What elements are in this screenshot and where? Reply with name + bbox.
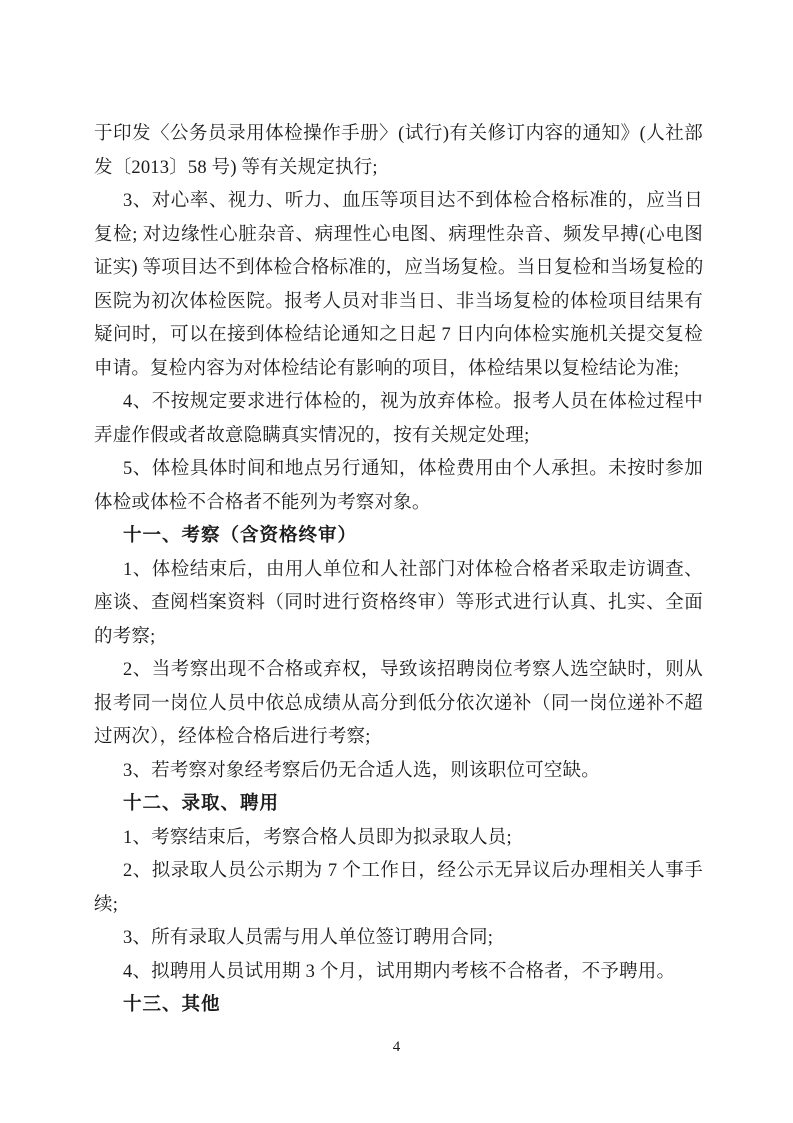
- text-line: 发〔2013〕58 号) 等有关规定执行;: [94, 157, 378, 178]
- text-line: 弄虚作假或者故意隐瞒真实情况的，按有关规定处理;: [94, 425, 530, 446]
- text-line: 2、当考察出现不合格或弃权，导致该招聘岗位考察人选空缺时，则从: [123, 660, 703, 680]
- section-heading: 十一、考察（含资格终审）: [123, 526, 358, 546]
- text-line: 4、拟聘用人员试用期 3 个月，试用期内考核不合格者，不予聘用。: [123, 961, 676, 982]
- text-line: 申请。复检内容为对体检结论有影响的项目，体检结果以复检结论为准;: [94, 358, 680, 379]
- text-line: 报考同一岗位人员中依总成绩从高分到低分依次递补（同一岗位递补不超: [94, 693, 703, 714]
- text-line: 证实) 等项目达不到体检合格标准的，应当场复检。当日复检和当场复检的: [94, 258, 704, 278]
- text-line: 3、对心率、视力、听力、血压等项目达不到体检合格标准的，应当日: [123, 191, 703, 211]
- text-line: 2、拟录取人员公示期为 7 个工作日，经公示无异议后办理相关人事手: [123, 861, 703, 881]
- text-line: 3、所有录取人员需与用人单位签订聘用合同;: [123, 928, 494, 948]
- text-line: 医院为初次体检医院。报考人员对非当日、非当场复检的体检项目结果有: [94, 291, 703, 312]
- section-heading: 十三、其他: [123, 995, 221, 1015]
- text-line: 疑问时，可以在接到体检结论通知之日起 7 日内向体检实施机关提交复检: [94, 325, 703, 345]
- text-line: 3、若考察对象经考察后仍无合适人选，则该职位可空缺。: [123, 760, 600, 781]
- text-line: 于印发〈公务员录用体检操作手册〉(试行)有关修订内容的通知》(人社部: [94, 124, 703, 144]
- text-line: 续;: [94, 894, 119, 915]
- text-line: 4、不按规定要求进行体检的，视为放弃体检。报考人员在体检过程中: [123, 392, 703, 412]
- text-line: 复检; 对边缘性心脏杂音、病理性心电图、病理性杂音、频发早搏(心电图: [94, 224, 703, 245]
- text-line: 过两次），经体检合格后进行考察;: [94, 727, 371, 747]
- section-heading: 十二、录取、聘用: [123, 794, 280, 814]
- page-number: 4: [392, 1039, 401, 1055]
- text-line: 的考察;: [94, 626, 156, 647]
- text-line: 座谈、查阅档案资料（同时进行资格终审）等形式进行认真、扎实、全面: [94, 593, 703, 613]
- text-line: 1、体检结束后，由用人单位和人社部门对体检合格者采取走访调查、: [123, 559, 703, 580]
- text-line: 5、体检具体时间和地点另行通知，体检费用由个人承担。未按时参加: [123, 459, 703, 479]
- text-line: 体检或体检不合格者不能列为考察对象。: [94, 492, 431, 513]
- text-line: 1、考察结束后，考察合格人员即为拟录取人员;: [123, 827, 512, 848]
- document-body: [94, 118, 703, 1023]
